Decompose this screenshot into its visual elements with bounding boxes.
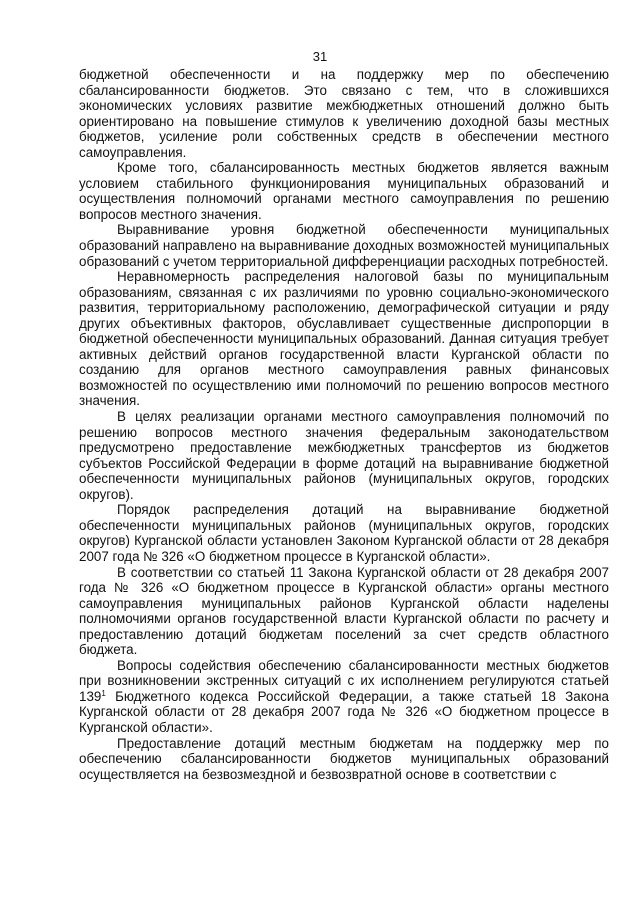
paragraph-2: Кроме того, сбалансированность местных бюджетов является важным условием стабильного функционирования муниципальных образований и осуществления полномочий органами местного самоуправления по решению вопросов местного значения.: [79, 160, 609, 222]
page-number: 31: [312, 49, 328, 64]
paragraph-8-text-after: Бюджетного кодекса Российской Федерации, а также статьей 18 Закона Курганской области от 28 декабря 2007 года № 326 «О бюджетном процессе в Курганской области».: [79, 688, 609, 735]
paragraph-3: Выравнивание уровня бюджетной обеспеченности муниципальных образований направлено на выравнивание доходных возможностей муниципальных образований с учетом территориальной дифференциации расходных потребностей.: [79, 222, 609, 269]
paragraph-8-text-before: Вопросы содействия обеспечению сбалансированности местных бюджетов при возникновении экстренных ситуаций с их исполнением регулируются статьей 139: [79, 657, 609, 704]
paragraph-5: В целях реализации органами местного самоуправления полномочий по решению вопросов местного значения федеральным законодательством предусмотрено предоставление межбюджетных трансфертов из бюджетов субъектов Российской Федерации в форме дотаций на выравнивание бюджетной обеспеченности муниципальных районов (муниципальных округов, городских округов).: [79, 409, 609, 502]
article-superscript: 1: [101, 688, 106, 698]
paragraph-1: бюджетной обеспеченности и на поддержку мер по обеспечению сбалансированности бюджетов. Это связано с тем, что в сложившихся экономических условиях развитие межбюджетных отношений должно быть ориентировано на повышение стимулов к увеличению доходной базы местных бюджетов, усиление роли собственных средств в обеспечении местного самоуправления.: [79, 67, 609, 160]
paragraph-7: В соответствии со статьей 11 Закона Курганской области от 28 декабря 2007 года № 326 «О бюджетном процессе в Курганской области» органы местного самоуправления муниципальных районов Курганской области наделены полномочиями органов государственной власти Курганской области по расчету и предоставлению дотаций бюджетам поселений за счет средств областного бюджета.: [79, 564, 609, 658]
paragraph-6: Порядок распределения дотаций на выравнивание бюджетной обеспеченности муниципальных районов (муниципальных округов, городских округов) Курганской области установлен Законом Курганской области от 28 декабря 2007 года № 326 «О бюджетном процессе в Курганской области».: [79, 502, 609, 564]
body-text: [79, 67, 609, 782]
paragraph-4: Неравномерность распределения налоговой базы по муниципальным образованиям, связанная с их различиями по уровню социально-экономического развития, территориальному расположению, демографической ситуации и ряду других объективных факторов, обуславливает существенные диспропорции в бюджетной обеспеченности муниципальных образований. Данная ситуация требует активных действий органов государственной власти Курганской области по созданию для органов местного самоуправления равных финансовых возможностей по осуществлению ими полномочий по решению вопросов местного значения.: [79, 269, 609, 409]
paragraph-9: Предоставление дотаций местным бюджетам на поддержку мер по обеспечению сбалансированности бюджетов муниципальных образований осуществляется на безвозмездной и безвозвратной основе в соответствии с: [79, 735, 609, 782]
paragraph-8: [79, 658, 609, 736]
